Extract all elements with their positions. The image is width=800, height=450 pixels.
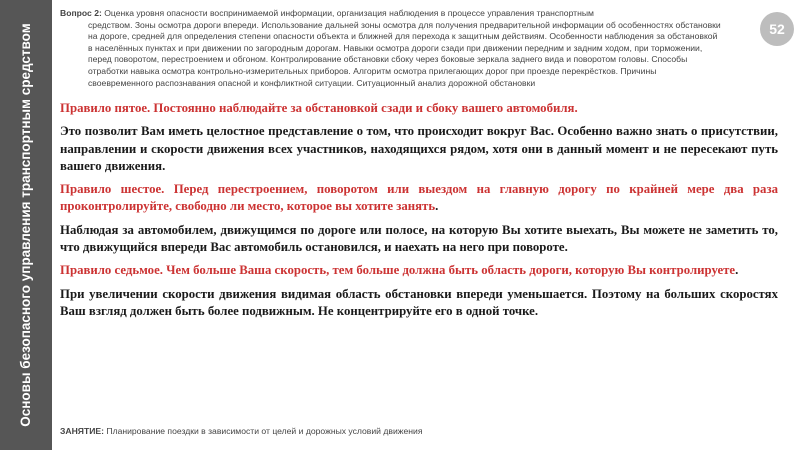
question-title: Оценка уровня опасности воспринимаемой информации, организация наблюдения в процессе управления транспортным: [104, 8, 594, 18]
rule-six-paragraph: [60, 181, 778, 216]
question-label: Вопрос 2:: [60, 8, 102, 18]
question-body: средством. Зоны осмотра дороги впереди. Использование дальней зоны осмотра для получения предварительной информации об особенностях обстановки на дороге, средней для определения степени опасности объекта и ближней для перехода к защитным действиям. Особенности наблюдения за обстановкой в населённых пунктах и при движении по загородным дорогам. Навыки осмотра дороги сзади при движении передним и задним ходом, при торможении, перед поворотом, перестроением и обгоном. Контролирование обстановки сбоку через боковые зеркала заднего вида и поворотом головы. Способы отработки навыка осмотра контрольно-измерительных приборов. Алгоритм осмотра прилегающих дорог при проезде перекрёстков. Причины своевременного распознавания опасной и конфликтной ситуации. Ситуационный анализ дорожной обстановки: [88, 19, 721, 88]
sidebar: [0, 0, 52, 450]
rule-seven-end: .: [735, 263, 739, 278]
footer-label: ЗАНЯТИЕ:: [60, 426, 104, 436]
paragraph-three: При увеличении скорости движения видимая область обстановки впереди уменьшается. Поэтому на больших скоростях Ваш взгляд должен быть более подвижным. Не концентрируйте его в одной точке.: [60, 286, 778, 318]
sidebar-title: Основы безопасного управления транспортным средством: [18, 23, 33, 427]
footer: [60, 426, 760, 436]
rule-seven-paragraph: [60, 262, 778, 279]
paragraph-two: Наблюдая за автомобилем, движущимся по дороге или полосе, на которую Вы хотите выехать, Вы можете не заметить то, что движущийся впереди Вас автомобиль остановился, и наехать на него при повороте.: [60, 222, 778, 255]
rule-six-end: .: [435, 199, 439, 214]
main-content: [60, 100, 778, 326]
page-number-badge: 52: [760, 12, 794, 46]
paragraph-one: Это позволит Вам иметь целостное представление о том, что происходит вокруг Вас. Особенно важно знать о присутствии, направлении и скорости движения всех участников, находящихся рядом, хотя они в данный момент и не пересекают путь вашего движения.: [60, 124, 778, 173]
rule-six: Правило шестое. Перед перестроением, поворотом или выездом на главную дорогу по крайней мере два раза проконтролируйте, свободно ли место, которое вы хотите занять: [60, 182, 778, 214]
question-header: [60, 8, 722, 106]
rule-five: Правило пятое. Постоянно наблюдайте за обстановкой сзади и сбоку вашего автомобиля.: [60, 101, 578, 115]
rule-seven: Правило седьмое. Чем больше Ваша скорость, тем больше должна быть область дороги, которую Вы контролируете: [60, 263, 736, 278]
footer-text: Планирование поездки в зависимости от целей и дорожных условий движения: [106, 426, 423, 436]
